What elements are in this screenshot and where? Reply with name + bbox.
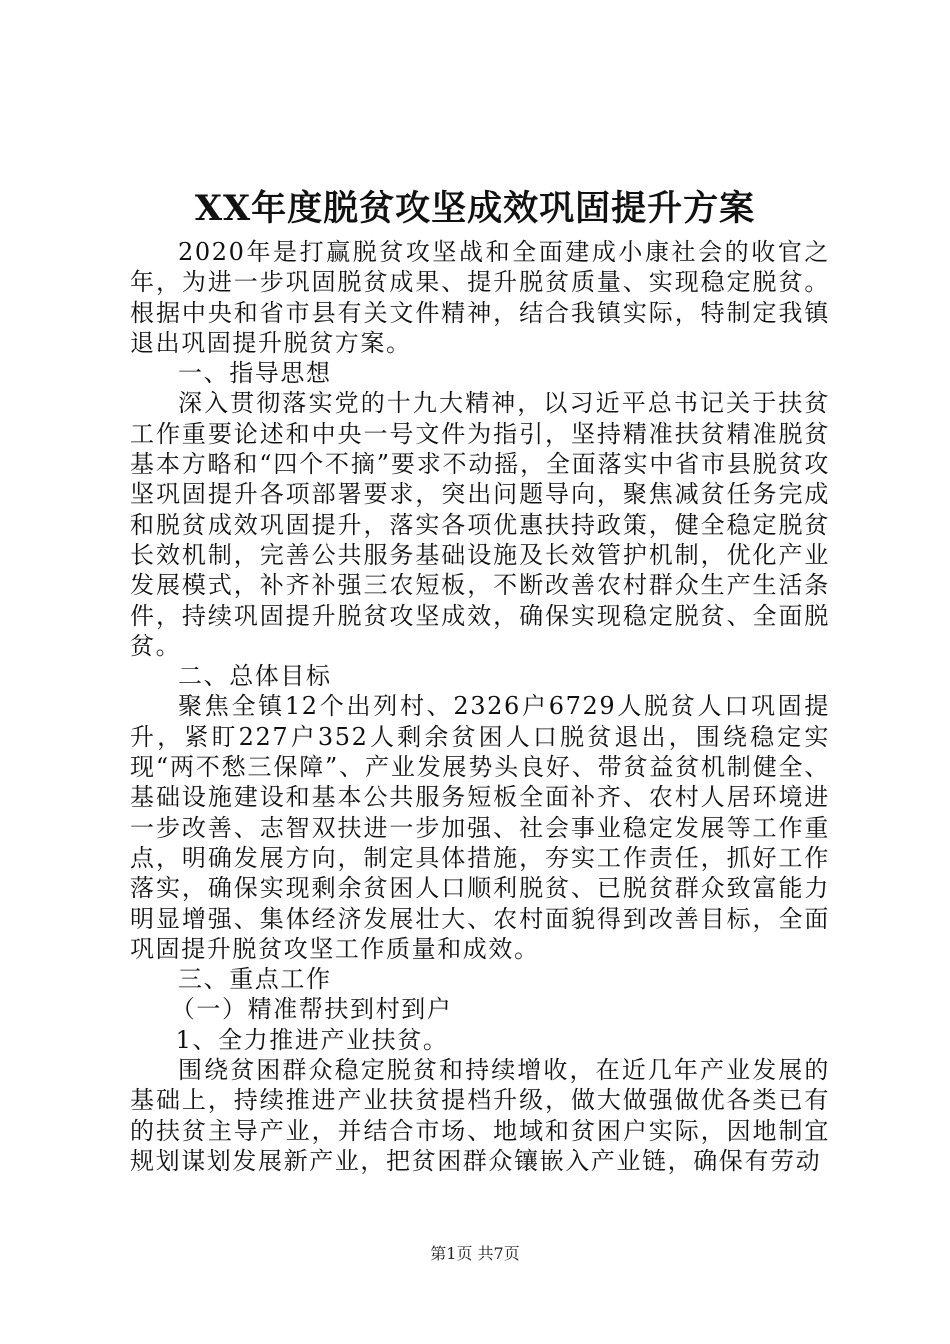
subsection-heading-precise-assistance: （一）精准帮扶到村到户 [170,995,453,1024]
document-title: XX年度脱贫攻坚成效巩固提升方案 [194,188,756,229]
section-body-guiding-ideology: 深入贯彻落实党的十九大精神，以习近平总书记关于扶贫工作重要论述和中央一号文件为指引，坚持精准扶贫精准脱贫基本方略和“四个不摘”要求不动摇，全面落实中省市县脱贫攻坚巩固提升各项部署要求，突出问题导向，聚焦减贫任务完成和脱贫成效巩固提升，落实各项优惠扶持政策，健全稳定脱贫长效机制，完善公共服务基础设施及长效管护机制，优化产业发展模式，补齐补强三农短板，不断改善农村群众生产生活条件，持续巩固提升脱贫攻坚成效，确保实现稳定脱贫、全面脱贫。 [130,389,830,660]
section-heading-key-work: 三、重点工作 [178,965,332,994]
item-body-industry-poverty-alleviation: 围绕贫困群众稳定脱贫和持续增收，在近几年产业发展的基础上，持续推进产业扶贫提档升级，做大做强做优各类已有的扶贫主导产业，并结合市场、地域和贫困户实际，因地制宜规划谋划发展新产业，把贫困群众镶嵌入产业链，确保有劳动 [130,1056,830,1175]
page-number-footer: 第1页 共7页 [430,1244,520,1263]
item-heading-industry-poverty-alleviation: 1、全力推进产业扶贫。 [175,1025,449,1054]
section-heading-guiding-ideology: 一、指导思想 [178,359,332,388]
section-body-overall-goal: 聚焦全镇12个出列村、2326户6729人脱贫人口巩固提升，紧盯227户352人剩余贫困人口脱贫退出，围绕稳定实现“两不愁三保障”、产业发展势头良好、带贫益贫机制健全、基础设施建设和基本公共服务短板全面补齐、农村人居环境进一步改善、志智双扶进一步加强、社会事业稳定发展等工作重点，明确发展方向，制定具体措施，夯实工作责任，抓好工作落实，确保实现剩余贫困人口顺利脱贫、已脱贫群众致富能力明显增强、集体经济发展壮大、农村面貌得到改善目标，全面巩固提升脱贫攻坚工作质量和成效。 [130,692,830,963]
section-heading-overall-goal: 二、总体目标 [178,662,332,691]
document-body [130,237,830,1176]
intro-paragraph: 2020年是打赢脱贫攻坚战和全面建成小康社会的收官之年，为进一步巩固脱贫成果、提升脱贫质量、实现稳定脱贫。根据中央和省市县有关文件精神，结合我镇实际，特制定我镇退出巩固提升脱贫方案。 [130,238,830,357]
